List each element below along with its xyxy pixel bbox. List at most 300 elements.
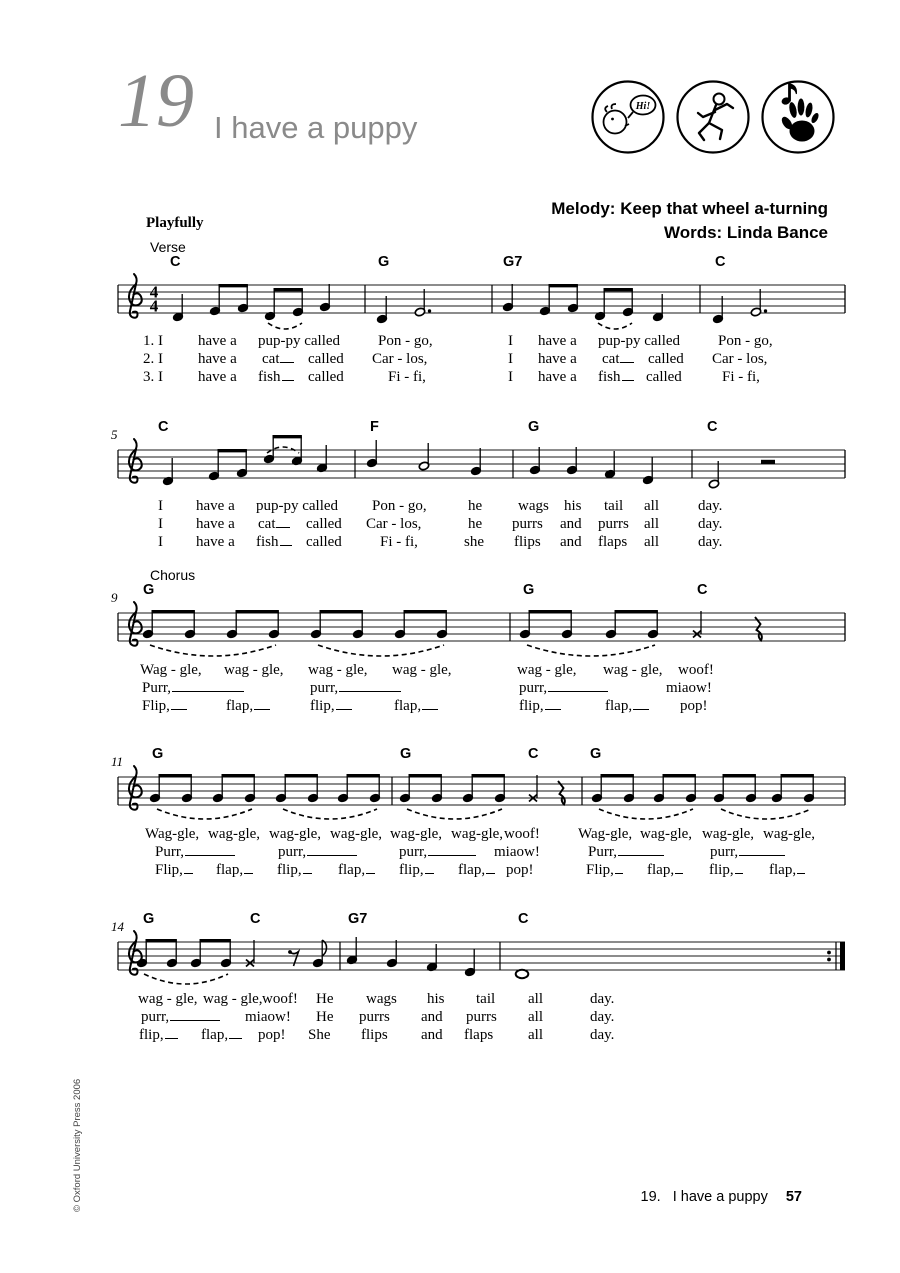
lyric-text: called	[648, 351, 684, 367]
lyric-extender-line	[280, 351, 294, 363]
lyric-text: called	[308, 351, 344, 367]
lyric-text: flaps	[598, 534, 628, 550]
lyric-text: Flip,	[142, 698, 170, 714]
lyric-text: purrs	[512, 516, 543, 532]
lyric-text: pup-py called	[256, 498, 339, 514]
lyric-text: all	[644, 534, 659, 550]
lyric	[598, 369, 634, 386]
lyric-text: have a	[198, 333, 237, 349]
lyric	[698, 534, 722, 551]
lyric-text: Fi - fi,	[722, 369, 760, 385]
speech-bubble-text: Hi!	[635, 101, 651, 112]
lyric-extender-line	[618, 844, 664, 856]
lyric-text: 1. I	[143, 333, 163, 349]
lyric	[603, 662, 663, 679]
chord-symbol: G	[590, 746, 602, 762]
lyric	[143, 351, 163, 368]
lyric-extender-line	[336, 698, 352, 710]
lyric	[158, 498, 163, 515]
lyric	[718, 333, 773, 350]
lyric	[269, 826, 321, 843]
lyric	[330, 826, 382, 843]
lyric-text: have a	[196, 516, 235, 532]
lyric	[451, 826, 503, 843]
lyric-extender-line	[366, 862, 375, 874]
lyric	[245, 1009, 291, 1026]
lyric-text: 2. I	[143, 351, 163, 367]
lyric	[390, 826, 442, 843]
lyric	[359, 1009, 390, 1026]
lyric-extender-line	[622, 369, 634, 381]
lyric	[427, 991, 445, 1008]
lyric-text: fish	[258, 369, 281, 385]
lyric-text: She	[308, 1027, 331, 1043]
lyric	[226, 698, 270, 715]
chord-symbol: C	[170, 254, 181, 270]
lyric-text: flap,	[605, 698, 633, 714]
lyric-extender-line	[282, 369, 294, 381]
page-footer	[641, 1189, 802, 1205]
lyric	[528, 1009, 543, 1026]
lyric	[155, 862, 193, 879]
lyric-extender-line	[185, 844, 235, 856]
lyric	[519, 698, 561, 715]
lyric	[538, 351, 577, 368]
lyric	[560, 516, 582, 533]
lyric-text: woof!	[678, 662, 714, 678]
lyric	[598, 534, 627, 551]
lyric-text: Wag-gle,	[145, 826, 200, 842]
lyric	[508, 333, 513, 350]
lyric-text: flip,	[139, 1027, 164, 1043]
chord-symbol: G	[152, 746, 164, 762]
lyric	[139, 1027, 178, 1044]
lyric	[464, 1027, 493, 1044]
lyric-text: flip,	[709, 862, 734, 878]
lyric-text: day.	[590, 1009, 615, 1025]
lyric-extender-line	[548, 680, 608, 692]
lyric-text: flap,	[338, 862, 366, 878]
measure-number: 5	[111, 427, 118, 442]
lyric-extender-line	[422, 698, 438, 710]
lyric	[586, 862, 623, 879]
lyric	[468, 516, 482, 533]
lyric-text: flip,	[519, 698, 544, 714]
lyric-text: day.	[698, 516, 723, 532]
lyric-text: pop!	[258, 1027, 286, 1043]
lyric-text: and	[421, 1009, 443, 1025]
lyric-extender-line	[425, 862, 434, 874]
lyric-text: miaow!	[494, 844, 540, 860]
lyric	[517, 662, 577, 679]
lyric	[372, 498, 427, 515]
lyric-text: and	[560, 534, 582, 550]
lyric-text: flaps	[464, 1027, 494, 1043]
lyric-extender-line	[171, 698, 187, 710]
lyric-extender-line	[165, 1027, 178, 1039]
lyric	[512, 516, 543, 533]
lyric-text: have a	[198, 351, 237, 367]
lyric	[763, 826, 815, 843]
lyric-text: flips	[361, 1027, 388, 1043]
lyric	[504, 826, 540, 843]
lyric-text: flap,	[216, 862, 244, 878]
lyric	[277, 862, 312, 879]
lyric-text: Purr,	[588, 844, 617, 860]
footer-song-ref: 19.	[640, 1189, 661, 1205]
lyric-text: purr,	[519, 680, 548, 696]
lyric-text: flap,	[458, 862, 486, 878]
lyric	[644, 498, 659, 515]
lyric-text: woof!	[262, 991, 298, 1007]
lyric-text: pop!	[506, 862, 534, 878]
lyric-text: flip,	[310, 698, 335, 714]
lyric	[145, 826, 199, 843]
lyric	[538, 369, 577, 386]
lyric	[648, 351, 684, 368]
lyric-extender-line	[244, 862, 253, 874]
lyric	[141, 1009, 220, 1026]
lyric-text: day.	[698, 534, 723, 550]
lyric	[528, 991, 543, 1008]
lyric-text: all	[644, 498, 659, 514]
lyric-text: Purr,	[142, 680, 171, 696]
lyric-text: Car - los,	[366, 516, 422, 532]
lyric	[466, 1009, 497, 1026]
lyric	[702, 826, 754, 843]
lyric-text: Car - los,	[372, 351, 428, 367]
lyric	[468, 498, 482, 515]
lyric-text: miaow!	[245, 1009, 291, 1025]
lyric-text: his	[564, 498, 582, 514]
lyric	[710, 844, 785, 861]
lyric	[598, 333, 680, 350]
lyric-extender-line	[229, 1027, 242, 1039]
chord-symbol: C	[518, 911, 529, 927]
lyric-text: have a	[538, 369, 577, 385]
lyric	[262, 351, 294, 368]
lyric-text: wag - gle,	[392, 662, 452, 678]
lyric-text: and	[560, 516, 582, 532]
lyric-text: flap,	[769, 862, 797, 878]
lyric-text: pop!	[680, 698, 708, 714]
melody-credit: Melody: Keep that wheel a-turning	[551, 199, 828, 218]
lyric-text: 3. I	[143, 369, 163, 385]
lyric-text: pup-py called	[598, 333, 681, 349]
lyric	[476, 991, 495, 1008]
lyric-text: called	[308, 369, 344, 385]
lyric-text: Pon - go,	[718, 333, 773, 349]
lyric-text: called	[306, 516, 342, 532]
lyric	[198, 351, 237, 368]
lyric	[138, 991, 198, 1008]
lyric	[316, 991, 334, 1008]
lyric-text: wag - gle,	[203, 991, 263, 1007]
lyric-text: miaow!	[666, 680, 712, 696]
lyric	[598, 516, 629, 533]
lyric-extender-line	[615, 862, 623, 874]
lyric-text: cat	[262, 351, 280, 367]
lyric	[140, 662, 202, 679]
lyric	[508, 369, 513, 386]
lyric-text: called	[306, 534, 342, 550]
lyric	[644, 534, 659, 551]
lyric-extender-line	[307, 844, 357, 856]
chord-symbol: G	[528, 419, 540, 435]
lyric	[316, 1009, 334, 1026]
lyric	[680, 698, 708, 715]
lyric	[590, 1027, 614, 1044]
lyric-text: Fi - fi,	[388, 369, 426, 385]
lyric	[256, 534, 292, 551]
lyric-text: purr,	[310, 680, 339, 696]
lyric-text: purr,	[710, 844, 739, 860]
lyric-extender-line	[735, 862, 743, 874]
lyric	[378, 333, 433, 350]
lyric-text: He	[316, 1009, 334, 1025]
lyric	[372, 351, 427, 368]
lyric-extender-line	[633, 698, 649, 710]
lyric	[196, 498, 235, 515]
time-signature: 4	[149, 282, 159, 302]
lyric-text: Purr,	[155, 844, 184, 860]
lyric	[678, 662, 714, 679]
lyric-text: fish	[598, 369, 621, 385]
lyric	[306, 516, 342, 533]
lyric-text: cat	[258, 516, 276, 532]
lyric	[399, 862, 434, 879]
lyric	[256, 498, 338, 515]
lyric	[769, 862, 805, 879]
song-number: 19	[118, 59, 194, 143]
lyric-text: have a	[196, 534, 235, 550]
chord-symbol: C	[707, 419, 718, 435]
chord-symbol: G7	[348, 911, 368, 927]
lyric-text: fish	[256, 534, 279, 550]
lyric-text: wag-gle,	[702, 826, 755, 842]
chord-symbol: G	[523, 582, 535, 598]
lyric-text: Car - los,	[712, 351, 768, 367]
lyric-text: wag-gle,	[390, 826, 443, 842]
lyric-text: Pon - go,	[378, 333, 433, 349]
lyric	[602, 351, 634, 368]
section-label: Chorus	[150, 567, 196, 583]
lyric-text: flap,	[394, 698, 422, 714]
lyric	[604, 498, 623, 515]
chord-symbol: F	[370, 419, 379, 435]
lyric	[308, 662, 368, 679]
lyric	[361, 1027, 388, 1044]
lyric-text: wag - gle,	[603, 662, 663, 678]
lyric	[143, 333, 163, 350]
lyric-text: have a	[538, 333, 577, 349]
lyric	[258, 516, 290, 533]
lyric	[712, 351, 767, 368]
lyric	[421, 1027, 443, 1044]
lyric-text: wag - gle,	[517, 662, 577, 678]
lyric-text: cat	[602, 351, 620, 367]
lyric	[508, 351, 513, 368]
lyric	[142, 680, 244, 697]
lyric	[578, 826, 632, 843]
lyric-text: day.	[590, 1027, 615, 1043]
lyric	[310, 680, 401, 697]
lyric-extender-line	[254, 698, 270, 710]
footer-song-title: I have a puppy	[672, 1189, 768, 1205]
lyric-text: and	[421, 1027, 443, 1043]
lyric-text: have a	[198, 369, 237, 385]
lyric	[709, 862, 743, 879]
lyric	[258, 333, 340, 350]
lyric	[528, 1027, 543, 1044]
lyric-text: wag-gle,	[763, 826, 816, 842]
lyric	[388, 369, 426, 386]
lyric-text: I	[508, 369, 513, 385]
lyric	[538, 333, 577, 350]
lyric-text: pup-py called	[258, 333, 341, 349]
copyright-notice: © Oxford University Press 2006	[72, 1078, 83, 1212]
lyric-text: have a	[538, 351, 577, 367]
lyric-text: wag-gle,	[451, 826, 504, 842]
lyric-text: He	[316, 991, 334, 1007]
lyric-text: all	[528, 991, 543, 1007]
lyric	[590, 991, 614, 1008]
lyric-text: flap,	[647, 862, 675, 878]
lyric-extender-line	[339, 680, 401, 692]
time-signature: 4	[149, 296, 159, 316]
lyric-text: tail	[476, 991, 496, 1007]
lyric-text: flap,	[226, 698, 254, 714]
lyric	[201, 1027, 242, 1044]
lyric-text: purr,	[141, 1009, 170, 1025]
lyric-text: day.	[590, 991, 615, 1007]
tempo-marking: Playfully	[146, 215, 204, 231]
lyric-extender-line	[280, 534, 292, 546]
lyric	[158, 534, 163, 551]
lyric	[519, 680, 608, 697]
lyric-text: I	[158, 534, 163, 550]
lyric	[366, 991, 397, 1008]
chord-symbol: G	[143, 911, 155, 927]
lyric-text: flips	[514, 534, 541, 550]
lyric-extender-line	[428, 844, 476, 856]
lyric-text: purrs	[598, 516, 629, 532]
lyric-text: purr,	[278, 844, 307, 860]
lyric	[518, 498, 549, 515]
lyric	[142, 698, 187, 715]
chord-symbol: C	[158, 419, 169, 435]
chord-symbol: C	[715, 254, 726, 270]
page-number: 57	[785, 1189, 802, 1205]
lyric-text: he	[468, 516, 483, 532]
lyric-text: wag-gle,	[330, 826, 383, 842]
lyric-text: all	[528, 1009, 543, 1025]
lyric-text: purrs	[359, 1009, 390, 1025]
lyric	[366, 516, 421, 533]
lyric-text: wag-gle,	[269, 826, 322, 842]
lyric	[394, 698, 438, 715]
lyric	[722, 369, 760, 386]
chord-symbol: G	[400, 746, 412, 762]
lyric	[399, 844, 476, 861]
lyric-text: flap,	[201, 1027, 229, 1043]
lyric-text: flip,	[399, 862, 424, 878]
chord-symbol: C	[697, 582, 708, 598]
lyric	[278, 844, 357, 861]
lyric-extender-line	[486, 862, 495, 874]
words-credit: Words: Linda Bance	[663, 223, 828, 242]
measure-number: 11	[111, 754, 124, 769]
lyric-text: wag - gle,	[308, 662, 368, 678]
lyric	[338, 862, 375, 879]
lyric-text: she	[464, 534, 484, 550]
lyric-text: purrs	[466, 1009, 497, 1025]
lyric	[698, 516, 722, 533]
page-title: I have a puppy	[214, 110, 418, 145]
lyric	[506, 862, 534, 879]
lyric-extender-line	[184, 862, 193, 874]
lyric	[458, 862, 495, 879]
lyric	[198, 369, 237, 386]
lyric-extender-line	[620, 351, 634, 363]
lyric	[155, 844, 235, 861]
lyric	[308, 351, 344, 368]
lyric	[258, 369, 294, 386]
lyric-text: wags	[518, 498, 549, 514]
lyric-extender-line	[739, 844, 785, 856]
section-label: Verse	[150, 239, 186, 255]
lyric	[564, 498, 582, 515]
lyric	[203, 991, 263, 1008]
chord-symbol: C	[528, 746, 539, 762]
lyric	[380, 534, 418, 551]
lyric-text: Pon - go,	[372, 498, 427, 514]
lyric	[644, 516, 659, 533]
lyric-text: all	[644, 516, 659, 532]
lyric	[198, 333, 237, 350]
lyric-text: called	[646, 369, 682, 385]
lyric	[605, 698, 649, 715]
lyric-text: Flip,	[155, 862, 183, 878]
chord-symbol: G	[378, 254, 390, 270]
lyric-extender-line	[276, 516, 290, 528]
lyric	[647, 862, 683, 879]
lyric	[588, 844, 664, 861]
lyric-text: woof!	[504, 826, 540, 842]
lyric-extender-line	[797, 862, 805, 874]
lyric-extender-line	[303, 862, 312, 874]
lyric	[196, 534, 235, 551]
lyric-text: I	[158, 498, 163, 514]
lyric	[590, 1009, 614, 1026]
lyric-text: wag - gle,	[224, 662, 284, 678]
lyric-text: purr,	[399, 844, 428, 860]
lyric-text: tail	[604, 498, 624, 514]
lyric	[224, 662, 284, 679]
lyric-text: wag-gle,	[208, 826, 261, 842]
lyric	[464, 534, 484, 551]
lyric	[666, 680, 712, 697]
chord-symbol: C	[250, 911, 261, 927]
lyric	[216, 862, 253, 879]
lyric	[392, 662, 452, 679]
lyric-text: I	[508, 333, 513, 349]
lyric-text: wags	[366, 991, 397, 1007]
lyric	[262, 991, 298, 1008]
lyric	[196, 516, 235, 533]
lyric-extender-line	[172, 680, 244, 692]
lyric	[560, 534, 582, 551]
